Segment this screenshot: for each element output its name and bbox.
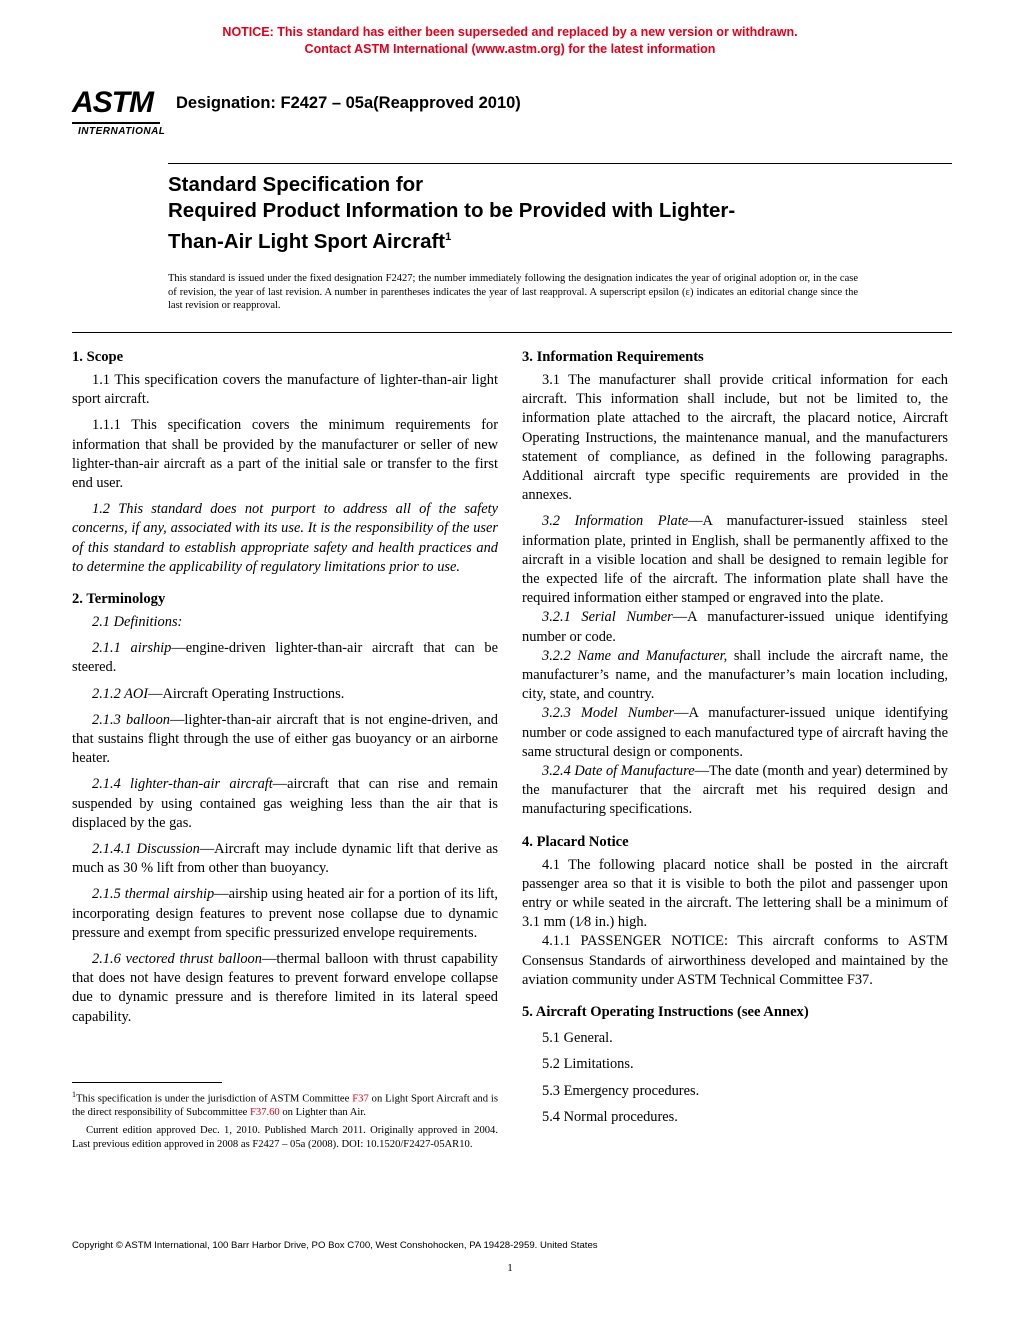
section-1-heading: 1. Scope [72, 349, 124, 365]
title-rule-top [168, 163, 952, 164]
footnote-jurisdiction [72, 1088, 498, 1119]
term-thermal-airship: 2.1.5 thermal airship [92, 886, 215, 903]
page-title [168, 172, 958, 255]
paragraph-1-2: 1.2 This standard does not purport to address all of the safety concerns, if any, associated with its use. It is the responsibility of the user of this standard to establish appropriate safety and health practices and to determine the applicability of regulatory limitations prior to use. [72, 501, 498, 575]
section-2-heading: 2. Terminology [72, 591, 166, 608]
paragraph-5-1: 5.1 General. [542, 1030, 613, 1047]
def-lighter-than-air: —aircraft that can rise and remain suspended by using contained gas weighing less than the air that is displaced by the gas. [72, 776, 498, 831]
footnote-text-2: on Light Sport Aircraft and is the direct responsibility of Subcommittee [72, 1093, 498, 1118]
paragraph-2-1-4-1 [72, 840, 498, 878]
document-header [72, 80, 952, 150]
paragraph-3-2 [522, 512, 948, 608]
astm-logo-subtext: INTERNATIONAL [78, 126, 166, 137]
paragraph-5-3: 5.3 Emergency procedures. [542, 1082, 700, 1099]
paragraph-4-1: 4.1 The following placard notice shall be posted in the aircraft passenger area so that it is visible to both the pilot and passenger upon entry or while seated in the aircraft. The lettering shall be a minimum of 3.1 mm (1⁄8 in.) high. [522, 856, 948, 931]
astm-logo [72, 80, 164, 146]
issued-statement: This standard is issued under the fixed designation F2427; the number immediately following the designation indicates the year of original adoption or, in the case of revision, the year of last revision. A number in parentheses indicates the year of last reapproval. A superscript epsilon (ε) indicates an editorial change since the last revision or reapproval. [168, 273, 858, 311]
footnote-block [72, 1088, 498, 1151]
title-line-1: Standard Specification for [168, 173, 424, 196]
footnote-rule [72, 1082, 222, 1083]
paragraph-2-1-4 [72, 775, 498, 833]
def-vectored-thrust-balloon: —thermal balloon with thrust capability that does not have design features to prevent forward envelope collapse due to dynamic pressure and is therefore limited in its lateral speed capability. [72, 951, 498, 1025]
footnote-marker: 1 [72, 1090, 76, 1099]
paragraph-1-1: 1.1 This specification covers the manufacture of lighter-than-air light sport aircraft. [72, 372, 498, 408]
term-discussion: 2.1.4.1 Discussion [92, 841, 200, 858]
page-number: 1 [507, 1262, 513, 1274]
term-aoi: 2.1.2 AOI [92, 685, 149, 702]
term-vectored-thrust-balloon: 2.1.6 vectored thrust balloon [92, 951, 262, 968]
term-balloon: 2.1.3 balloon [92, 711, 170, 728]
def-information-plate: —A manufacturer-issued stainless steel information plate, printed in English, shall be permanently affixed to the aircraft in a visible location and shall be designed to remain legible for the expected life of the aircraft. The information plate shall have the required information either stamped or engraved into the plate. [522, 513, 948, 607]
def-name-and-manufacturer: shall include the aircraft name, the manufacturer’s name, and the manufacturer’s main location including, city, state, and country. [522, 647, 948, 703]
def-date-of-manufacture: —The date (month and year) determined by the manufacturer that the aircraft met his required design and manufacturing specifications. [522, 763, 949, 818]
title-rule-bottom [72, 332, 952, 333]
term-serial-number: 3.2.1 Serial Number [542, 609, 673, 626]
designation-label: Designation: F2427 – 05a(Reapproved 2010) [176, 94, 521, 112]
subcommittee-f3760-link[interactable]: F37.60 [250, 1106, 280, 1118]
footnote-edition: Current edition approved Dec. 1, 2010. Published March 2011. Originally approved in 2004. Last previous edition approved in 2008 as F2427 – 05a (2008). DOI: 10.1520/F2427-05AR10. [72, 1125, 498, 1150]
term-lighter-than-air: 2.1.4 lighter-than-air aircraft [92, 776, 273, 793]
paragraph-3-2-2 [522, 647, 948, 705]
paragraph-2-1-3 [72, 711, 498, 769]
def-aoi: —Aircraft Operating Instructions. [148, 685, 345, 702]
footnote-text-1: This specification is under the jurisdiction of ASTM Committee [76, 1093, 353, 1105]
paragraph-3-1: 3.1 The manufacturer shall provide critical information for each aircraft. This information shall include, but not be limited to, the information plate attached to the aircraft, the placard notice, Aircraft Operating Instructions, the maintenance manual, and the manufacturers statement of compliance, as defined in the following paragraphs. Additional aircraft type specific requirements are provided in the annexes. [522, 372, 948, 504]
def-serial-number: —A manufacturer-issued unique identifying number or code. [522, 609, 948, 645]
term-information-plate: 3.2 Information Plate [542, 513, 689, 530]
paragraph-3-2-3 [522, 704, 948, 762]
paragraph-5-4: 5.4 Normal procedures. [542, 1108, 678, 1125]
paragraph-1-1-1: 1.1.1 This specification covers the minimum requirements for information that shall be provided by the manufacturer or seller of new lighter-than-air aircraft as a part of the initial sale or transfer to the first end user. [72, 417, 498, 492]
astm-logo-wordmark: ASTM [72, 86, 153, 119]
footnote-text-3: on Lighter than Air. [279, 1106, 366, 1118]
notice-line-1: NOTICE: This standard has either been superseded and replaced by a new version or withdrawn. [222, 25, 798, 39]
def-model-number: —A manufacturer-issued unique identifying number or code assigned to each manufactured type of aircraft having the same structural design or components. [522, 705, 949, 760]
astm-logo-rule [72, 122, 160, 124]
paragraph-2-1-1 [72, 639, 498, 677]
paragraph-3-2-1 [522, 608, 948, 646]
section-3-heading: 3. Information Requirements [522, 349, 704, 365]
paragraph-2-1: 2.1 Definitions: [92, 614, 183, 631]
title-footnote-marker: 1 [445, 231, 452, 243]
title-line-2: Required Product Information to be Provided with Lighter- [168, 199, 736, 222]
paragraph-2-1-5 [72, 885, 498, 943]
paragraph-4-1-1: 4.1.1 PASSENGER NOTICE: This aircraft conforms to ASTM Consensus Standards of airworthiness developed and maintained by the aviation community under ASTM Technical Committee F37. [522, 933, 948, 988]
superseded-notice [0, 24, 1020, 58]
term-model-number: 3.2.3 Model Number [542, 705, 675, 722]
paragraph-5-2: 5.2 Limitations. [542, 1056, 634, 1073]
right-column [522, 348, 948, 1127]
paragraph-2-1-2 [72, 685, 498, 704]
def-thermal-airship: —airship using heated air for a portion of its lift, incorporating design features to prevent nose collapse due to dynamic pressure and exempt from specific pressurized envelope requirements. [72, 886, 499, 941]
paragraph-2-1-6 [72, 950, 498, 1027]
term-name-and-manufacturer: 3.2.2 Name and Manufacturer, [542, 647, 728, 664]
committee-f37-link[interactable]: F37 [352, 1093, 369, 1105]
def-balloon: —lighter-than-air aircraft that is not engine-driven, and that sustains flight through the use of either gas buoyancy or an airborne heater. [72, 711, 498, 767]
term-airship: 2.1.1 airship [92, 640, 172, 657]
title-line-3: Than-Air Light Sport Aircraft$^1$ [168, 229, 452, 253]
left-column [72, 348, 498, 1027]
paragraph-3-2-4 [522, 762, 948, 820]
term-date-of-manufacture: 3.2.4 Date of Manufacture [542, 763, 695, 780]
copyright-line: Copyright © ASTM International, 100 Barr Harbor Drive, PO Box C700, West Conshohocken, PA 19428-2959. United States [72, 1240, 598, 1251]
def-discussion: —Aircraft may include dynamic lift that derive as much as 30 % lift from other than buoyancy. [72, 841, 498, 877]
notice-line-2: Contact ASTM International (www.astm.org) for the latest information [304, 42, 716, 56]
section-5-heading: 5. Aircraft Operating Instructions (see Annex) [522, 1004, 809, 1021]
section-4-heading: 4. Placard Notice [522, 833, 629, 850]
def-airship: —engine-driven lighter-than-air aircraft that can be steered. [72, 640, 498, 676]
